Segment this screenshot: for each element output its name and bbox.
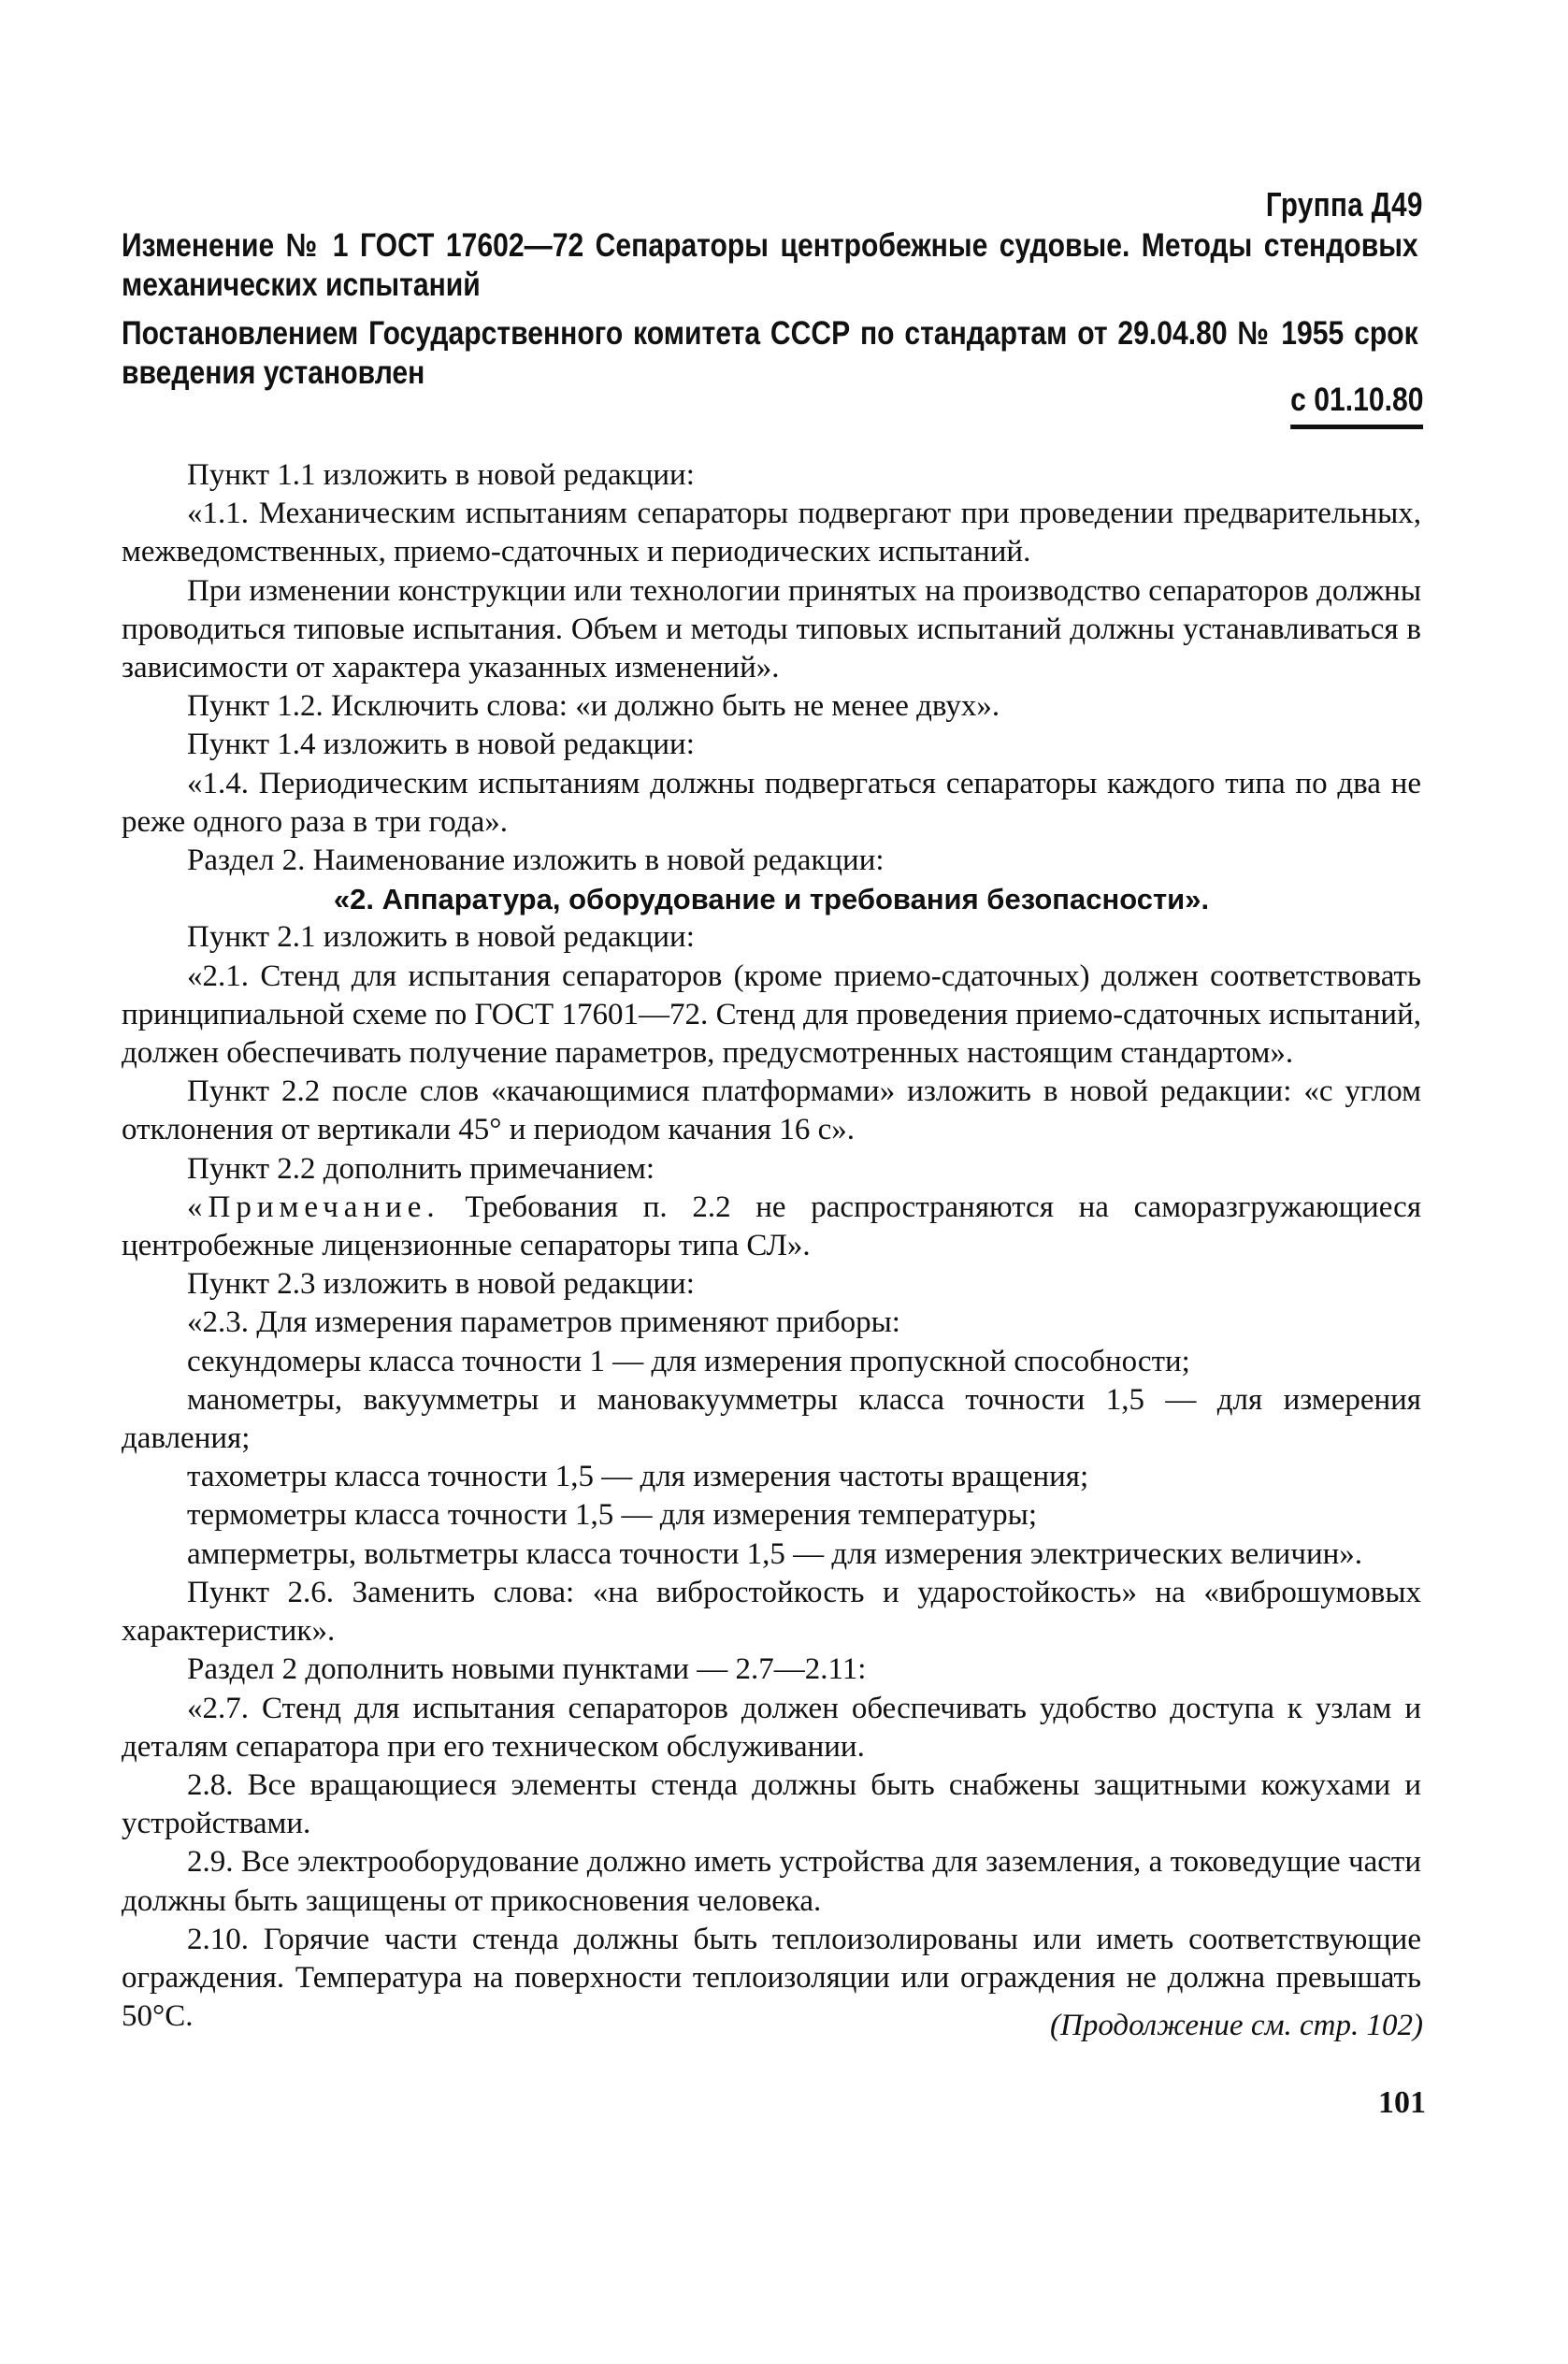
- decree-statement-text: Постановлением Государственного комитета СССР по стандартам от 29.04.80 № 1955 срок введения установлен: [122, 315, 1418, 391]
- paragraph: «2.7. Стенд для испытания сепараторов должен обеспечивать удобство доступа к узлам и деталям сепаратора при его техническом обслуживании.: [122, 1691, 1421, 1764]
- paragraph: «1.4. Периодическим испытаниям должны подвергаться сепараторы каждого типа по два не реже одного раза в три года».: [122, 766, 1421, 839]
- effective-date: с 01.10.80: [1290, 382, 1423, 429]
- paragraph: Пункт 1.1 изложить в новой редакции:: [187, 458, 695, 492]
- paragraph: Пункт 2.6. Заменить слова: «на вибростойкость и ударостойкость» на «виброшумовых характеристик».: [122, 1575, 1421, 1649]
- continuation-note: (Продолжение см. стр. 102): [1050, 2009, 1423, 2042]
- paragraph: 2.10. Горячие части стенда должны быть теплоизолированы или иметь соответствующие ограждения. Температура на поверхности теплоизоляции или ограждения не должна превышать 50°С.: [122, 1922, 1421, 2034]
- section-heading: «2. Аппаратура, оборудование и требования безопасности».: [333, 883, 1210, 916]
- classification-group: Группа Д49: [1266, 185, 1423, 223]
- instrument-item: тахометры класса точности 1,5 — для измерения частоты вращения;: [187, 1460, 1089, 1494]
- paragraph: «2.1. Стенд для испытания сепараторов (кроме приемо-сдаточных) должен соответствовать принципиальной схеме по ГОСТ 17601—72. Стенд для проведения приемо-сдаточных испытаний, должен обеспечивать получение параметров, предусмотренных настоящим стандартом».: [122, 959, 1421, 1071]
- paragraph: Пункт 1.2. Исключить слова: «и должно быть не менее двух».: [187, 689, 1000, 724]
- instrument-item: амперметры, вольтметры класса точности 1,5 — для измерения электрических величин».: [187, 1536, 1363, 1571]
- instrument-item: термометры класса точности 1,5 — для измерения температуры;: [187, 1498, 1037, 1533]
- instrument-item: манометры, вакуумметры и мановакуумметры класса точности 1,5 — для измерения давления;: [122, 1382, 1421, 1456]
- paragraph: «2.3. Для измерения параметров применяют приборы:: [187, 1305, 900, 1340]
- amendment-title: [122, 226, 1421, 305]
- paragraph: «1.1. Механическим испытаниям сепараторы подвергают при проведении предварительных, межведомственных, приемо-сдаточных и периодических испытаний.: [122, 497, 1421, 569]
- paragraph: Пункт 2.2 дополнить примечанием:: [187, 1151, 655, 1186]
- paragraph: Раздел 2 дополнить новыми пунктами — 2.7—2.11:: [187, 1652, 867, 1687]
- note-text: Требования п. 2.2 не распространяются на саморазгружающиеся центробежные лицензионные сепараторы типа СЛ».: [122, 1189, 1421, 1263]
- paragraph: Пункт 2.1 изложить в новой редакции:: [187, 920, 695, 955]
- paragraph: Пункт 2.3 изложить в новой редакции:: [187, 1267, 695, 1302]
- amendment-title-text: Изменение № 1 ГОСТ 17602—72 Сепараторы центробежные судовые. Методы стендовых механических испытаний: [122, 227, 1418, 303]
- amendment-body: [122, 456, 1421, 2036]
- paragraph: Пункт 2.2 после слов «качающимися платформами» изложить в новой редакции: «с углом отклонения от вертикали 45° и периодом качания 16 с».: [122, 1074, 1421, 1147]
- paragraph: 2.8. Все вращающиеся элементы стенда должны быть снабжены защитными кожухами и устройствами.: [122, 1767, 1421, 1841]
- paragraph: При изменении конструкции или технологии принятых на производство сепараторов должны проводиться типовые испытания. Объем и методы типовых испытаний должны устанавливаться в зависимости от характера указанных изменений».: [122, 573, 1421, 685]
- paragraph: Пункт 1.4 изложить в новой редакции:: [187, 728, 695, 762]
- note-label: «Примечание.: [187, 1189, 440, 1224]
- decree-statement: [122, 314, 1421, 393]
- paragraph: Раздел 2. Наименование изложить в новой редакции:: [187, 843, 885, 878]
- page-number: 101: [1378, 2085, 1426, 2120]
- instrument-item: секундомеры класса точности 1 — для измерения пропускной способности;: [187, 1344, 1190, 1378]
- note-paragraph: [122, 1189, 1421, 1265]
- paragraph: 2.9. Все электрооборудование должно иметь устройства для заземления, а токоведущие части должны быть защищены от прикосновения человека.: [122, 1845, 1421, 1918]
